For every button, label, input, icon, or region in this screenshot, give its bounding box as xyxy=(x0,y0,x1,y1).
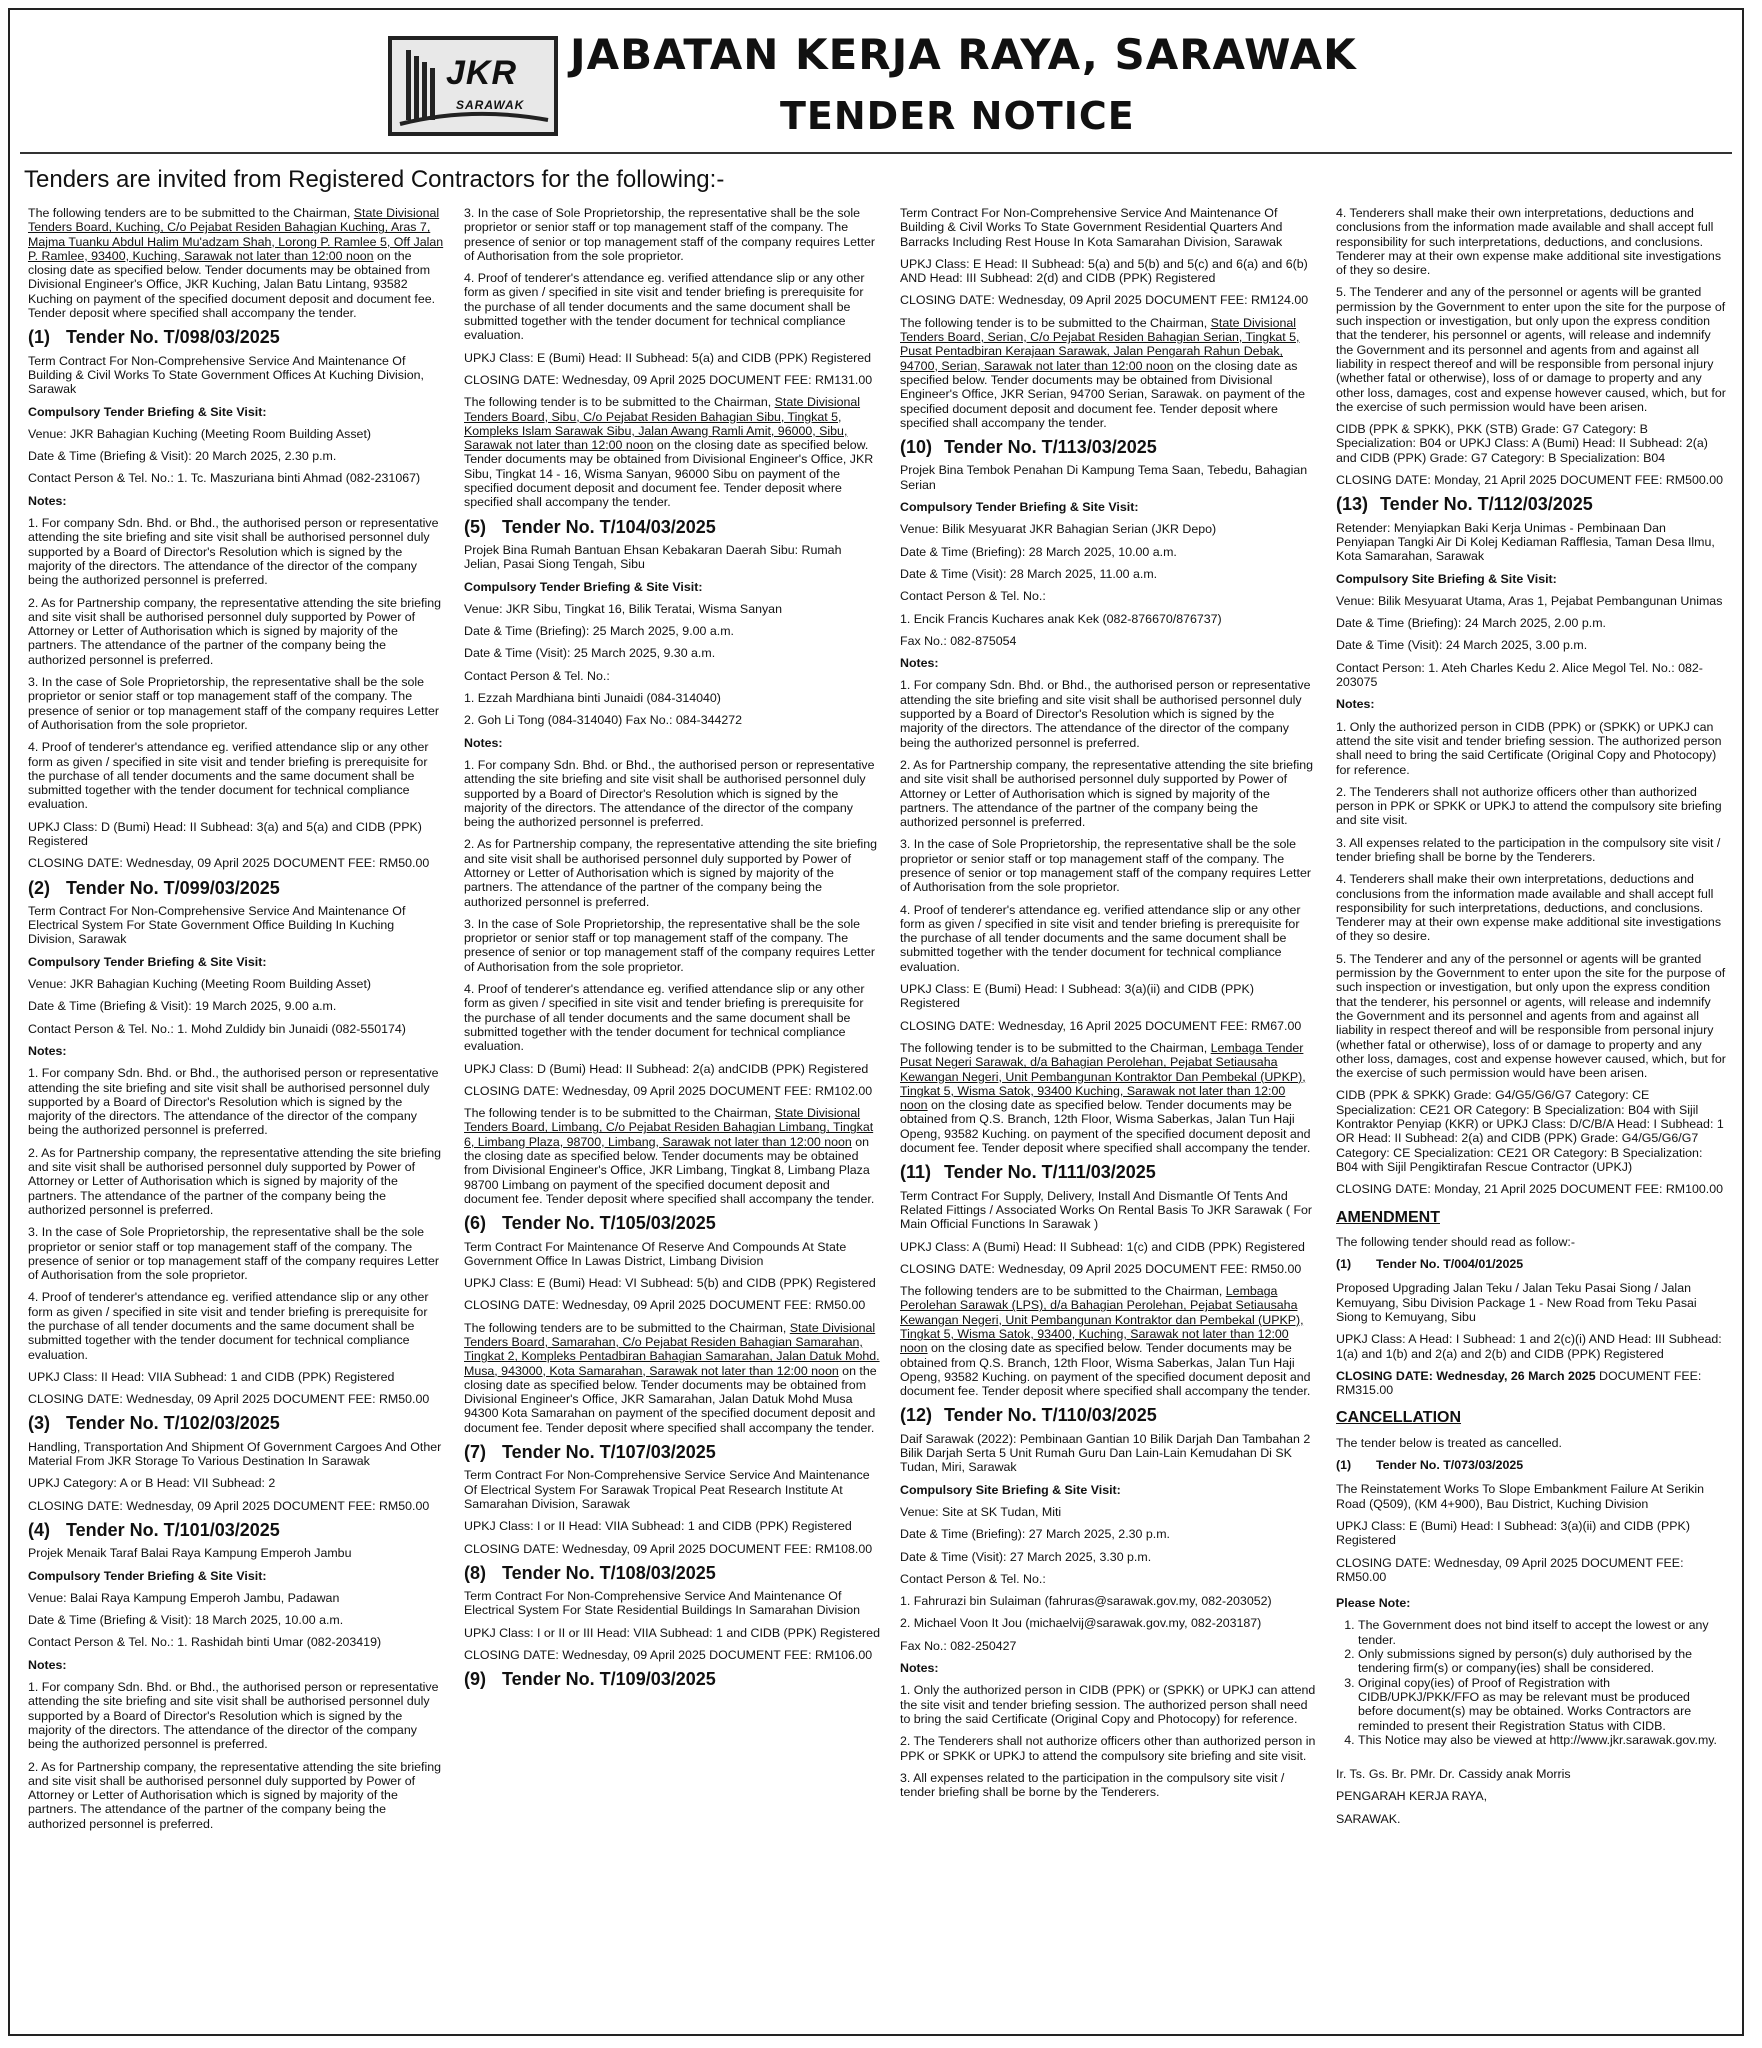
tender-heading: (9) Tender No. T/109/03/2025 xyxy=(464,1669,716,1690)
column-3: Term Contract For Non-Comprehensive Service And Maintenance Of Building & Civil Works To State Government Residential Quarters And Barracks Including Rest House In Kota Samarahan Division, Sarawak UPKJ Class: E Head: II Subhead: 5(a) and 5(b) and 5(c) and 6(a) and 6(b) AND Head: III Subhead: 2(d) and CIDB (PPK) Registered CLOSING DATE: Wednesday, 09 April 2025 DOCUMENT FEE: RM124.00 The following tender is to be submitted to the Chairman, State Divisional Tenders Board, Serian, C/o Pejabat Residen Bahagian Serian, Tingkat 5, Pusat Pentadbiran Kerajaan Sarawak, Jalan Pengarah Rahun Debak, 94700, Serian, Sarawak not later than 12:00 noon on the closing date as specified below. Tender documents may be obtained from Divisional Engineer's Office, JKR Serian, 94700 Serian, Sarawak. on payment of the specified document deposit and document fee. Tender deposit where specified shall accompany the tender. (10) Tender No. T/113/03/2025 Projek Bina Tembok Penahan Di Kampung Tema Saan, Tebedu, Bahagian Serian Compulsory Tender Briefing & Site Visit: Venue: Bilik Mesyuarat JKR Bahagian Serian (JKR Depo) Date & Time (Briefing): 28 March 2025, 10.00 a.m. Date & Time (Visit): 28 March 2025, 11.00 a.m. Contact Person & Tel. No.: 1. Encik Francis Kuchares anak Kek (082-876670/876737) Fax No.: 082-875054 Notes: 1. For company Sdn. Bhd. or Bhd., the authorised person or representative attending the site briefing and site visit shall be authorised personnel duly supported by a Board of Director's Resolution which is signed by the majority of the directors. The attendance of the director of the company being the authorized personnel is preferred. 2. As for Partnership company, the representative attending the site briefing and site visit shall be authorised personnel duly supported by Power of Attorney or Letter of Authorisation which is signed by majority of the partners. The attendance of the partner of the company being the authorized personnel is preferred. 3. In the case of Sole Proprietorship, the representative shall be the sole proprietor or senior staff or top management staff of the company. The presence of senior or top management staff of the company requires Letter of Authorisation from the sole proprietor. 4. Proof of tenderer's attendance eg. verified attendance slip or any other form as given / specified in site visit and tender briefing is prerequisite for the purchase of all tender documents and the same document shall be submitted together with the tender document for technical compliance evaluation. UPKJ Class: E (Bumi) Head: I Subhead: 3(a)(ii) and CIDB (PPK) Registered CLOSING DATE: Wednesday, 16 April 2025 DOCUMENT FEE: RM67.00 The following tender is to be submitted to the Chairman, Lembaga Tender Pusat Negeri Sarawak, d/a Bahagian Perolehan, Pejabat Setiausaha Kewangan Negeri, Unit Pembangunan Kontraktor Dan Pembekal (UPKP), Tingkat 5, Wisma Satok, 93400 Kuching, Sarawak not later than 12:00 noon on the closing date as specified below. Tender documents may be obtained from Q.S. Branch, 12th Floor, Wisma Saberkas, Jalan Tun Haji Openg, 93582 Kuching. on payment of the specified document deposit and document fee. Tender deposit where specified shall accompany the tender. (11) Tender No. T/111/03/2025 Term Contract For Supply, Delivery, Install And Dismantle Of Tents And Related Fittings / Associated Works On Rental Basis To JKR Sarawak ( For Main Official Functions In Sarawak ) UPKJ Class: A (Bumi) Head: II Subhead: 1(c) and CIDB (PPK) Registered CLOSING DATE: Wednesday, 09 April 2025 DOCUMENT FEE: RM50.00 The following tenders are to be submitted to the Chairman, Lembaga Perolehan Sarawak (LPS), d/a Bahagian Perolehan, Pejabat Setiausaha Kewangan Negeri, Unit Pembangunan Kontraktor dan Pembekal (UPKP), Tingkat 5, Wisma Satok, 93400, Kuching, Sarawak not later than 12:00 noon on the closing date as specified below. Tender documents may be obtained from Q.S. Branch, 12th Floor, Wisma Saberkas, Jalan Tun Haji Openg, 93582 Kuching. on payment of the specified document deposit and document fee. Tender deposit where specified shall accompany the tender. (12) Tender No. T/110/03/2025 Daif Sarawak (2022): Pembinaan Gantian 10 Bilik Darjah Dan Tambahan 2 Bilik Darjah Serta 5 Unit Rumah Guru Dan Lain-Lain Kemudahan Di SK Tudan, Miri, Sarawak Compulsory Site Briefing & Site Visit: Venue: Site at SK Tudan, Miti Date & Time (Briefing): 27 March 2025, 2.30 p.m. Date & Time (Visit): 27 March 2025, 3.30 p.m. Contact Person & Tel. No.: 1. Fahrurazi bin Sulaiman (fahruras@sarawak.gov.my, 082-203052) 2. Michael Voon It Jou (michaelvij@sarawak.gov.my, 082-203187) Fax No.: 082-250427 Notes: 1. Only the authorized person in CIDB (PPK) or (SPKK) or UPKJ can attend the site visit and tender briefing session. The authorized person shall need to bring the said Certificate (Original Copy and Photocopy) for reference. 2. The Tenderers shall not authorize officers other than authorized person in PPK or SPKK or UPKJ to attend the compulsory site briefing and site visit. 3. All expenses related to the participation in the compulsory site visit / tender briefing shall be borne by the Tenderers. xyxy=(900,206,1316,1800)
tender-heading: (12) Tender No. T/110/03/2025 xyxy=(900,1405,1157,1426)
column-2: 3. In the case of Sole Proprietorship, the representative shall be the sole proprietor or senior staff or top management staff of the company. The presence of senior or top management staff of the company requires Letter of Authorisation from the sole proprietor. 4. Proof of tenderer's attendance eg. verified attendance slip or any other form as given / specified in site visit and tender briefing is prerequisite for the purchase of all tender documents and the same document shall be submitted together with the tender document for technical compliance evaluation. UPKJ Class: E (Bumi) Head: II Subhead: 5(a) and CIDB (PPK) Registered CLOSING DATE: Wednesday, 09 April 2025 DOCUMENT FEE: RM131.00 The following tender is to be submitted to the Chairman, State Divisional Tenders Board, Sibu, C/o Pejabat Residen Bahagian Sibu, Tingkat 5, Kompleks Islam Sarawak Sibu, Jalan Awang Ramli Amit, 96000, Sibu, Sarawak not later than 12:00 noon on the closing date as specified below. Tender documents may be obtained from Divisional Engineer's Office, JKR Sibu, Tingkat 14 - 16, Wisma Sanyan, 96000 Sibu on payment of the specified document deposit and document fee. Tender deposit where specified shall accompany the tender. (5) Tender No. T/104/03/2025 Projek Bina Rumah Bantuan Ehsan Kebakaran Daerah Sibu: Rumah Jelian, Pasai Siong Tengah, Sibu Compulsory Tender Briefing & Site Visit: Venue: JKR Sibu, Tingkat 16, Bilik Teratai, Wisma Sanyan Date & Time (Briefing): 25 March 2025, 9.00 a.m. Date & Time (Visit): 25 March 2025, 9.30 a.m. Contact Person & Tel. No.: 1. Ezzah Mardhiana binti Junaidi (084-314040) 2. Goh Li Tong (084-314040) Fax No.: 084-344272 Notes: 1. For company Sdn. Bhd. or Bhd., the authorised person or representative attending the site briefing and site visit shall be authorised personnel duly supported by a Board of Director's Resolution which is signed by the majority of the directors. The attendance of the director of the company being the authorized personnel is preferred. 2. As for Partnership company, the representative attending the site briefing and site visit shall be authorised personnel duly supported by Power of Attorney or Letter of Authorisation which is signed by majority of the partners. The attendance of the partner of the company being the authorized personnel is preferred. 3. In the case of Sole Proprietorship, the representative shall be the sole proprietor or senior staff or top management staff of the company. The presence of senior or top management staff of the company requires Letter of Authorisation from the sole proprietor. 4. Proof of tenderer's attendance eg. verified attendance slip or any other form as given / specified in site visit and tender briefing is prerequisite for the purchase of all tender documents and the same document shall be submitted together with the tender document for technical compliance evaluation. UPKJ Class: D (Bumi) Head: II Subhead: 2(a) andCIDB (PPK) Registered CLOSING DATE: Wednesday, 09 April 2025 DOCUMENT FEE: RM102.00 The following tender is to be submitted to the Chairman, State Divisional Tenders Board, Limbang, C/o Pejabat Residen Bahagian Limbang, Tingkat 6, Limbang Plaza, 98700, Limbang, Sarawak not later than 12:00 noon on the closing date as specified below. Tender documents may be obtained from Divisional Engineer's Office, JKR Limbang, Tingkat 8, Limbang Plaza 98700 Limbang on payment of the specified document deposit and document fee. Tender deposit where specified shall accompany the tender. (6) Tender No. T/105/03/2025 Term Contract For Maintenance Of Reserve And Compounds At State Government Office In Lawas District, Limbang Division UPKJ Class: E (Bumi) Head: VI Subhead: 5(b) and CIDB (PPK) Registered CLOSING DATE: Wednesday, 09 April 2025 DOCUMENT FEE: RM50.00 The following tenders are to be submitted to the Chairman, State Divisional Tenders Board, Samarahan, C/o Pejabat Residen Bahagian Samarahan, Tingkat 2, Kompleks Pentadbiran Bahagian Samarahan, Jalan Datuk Mohd. Musa, 943000, Kota Samarahan, Sarawak not later than 12:00 noon on the closing date as specified below. Tender documents may be obtained from Divisional Engineer's Office, JKR Samarahan, Jalan Datuk Mohd Musa 94300 Kota Samarahan on payment of the specified document deposit and document fee. Tender deposit where specified shall accompany the tender. (7) Tender No. T/107/03/2025 Term Contract For Non-Comprehensive Service Service And Maintenance Of Electrical System For Sarawak Tropical Peat Research Institute At Samarahan Division, Sarawak UPKJ Class: I or II Head: VIIA Subhead: 1 and CIDB (PPK) Registered CLOSING DATE: Wednesday, 09 April 2025 DOCUMENT FEE: RM108.00 (8) Tender No. T/108/03/2025 Term Contract For Non-Comprehensive Service And Maintenance Of Electrical System For State Residential Buildings In Samarahan Division UPKJ Class: I or II or III Head: VIIA Subhead: 1 and CIDB (PPK) Registered CLOSING DATE: Wednesday, 09 April 2025 DOCUMENT FEE: RM106.00 (9) Tender No. T/109/03/2025 xyxy=(464,206,880,1690)
header-divider xyxy=(20,152,1732,154)
tender-description: Handling, Transportation And Shipment Of Government Cargoes And Other Material From JKR Storage To Various Destination In Sarawak xyxy=(28,1439,442,1469)
jkr-logo xyxy=(388,36,558,136)
tender-heading: (7) Tender No. T/107/03/2025 xyxy=(464,1442,716,1463)
tender-description: Term Contract For Non-Comprehensive Service And Maintenance Of Electrical System For State Government Office Building In Kuching Division, Sarawak xyxy=(28,903,406,947)
signature-block: Ir. Ts. Gs. Br. PMr. Dr. Cassidy anak Morris PENGARAH KERJA RAYA, SARAWAK. xyxy=(1336,1767,1571,1826)
please-note-heading: Please Note: xyxy=(1336,1596,1411,1611)
submission-lembaga-perolehan: The following tenders are to be submitted to the Chairman, Lembaga Perolehan Sarawak (LPS), d/a Bahagian Perolehan, Pejabat Setiausaha Kewangan Negeri, Unit Pembangunan Kontraktor dan Pembekal (UPKP), Tingkat 5, Wisma Satok, 93400, Kuching, Sarawak not later than 12:00 noon on the closing date as specified below. Tender documents may be obtained from Q.S. Branch, 12th Floor, Wisma Saberkas, Jalan Tun Haji Openg, 93582 Kuching. on payment of the specified document deposit and document fee. Tender deposit where specified shall accompany the tender. xyxy=(900,1284,1311,1399)
tender-description: Projek Bina Rumah Bantuan Ehsan Kebakaran Daerah Sibu: Rumah Jelian, Pasai Siong Tengah, Sibu xyxy=(464,542,842,572)
columns xyxy=(20,206,1732,2028)
amendment-heading: AMENDMENT xyxy=(1336,1208,1440,1226)
tender-heading: (6) Tender No. T/105/03/2025 xyxy=(464,1213,716,1234)
tender-heading: (3) Tender No. T/102/03/2025 xyxy=(28,1413,280,1434)
tender-description: Term Contract For Non-Comprehensive Service And Maintenance Of Building & Civil Works To State Government Offices At Kuching Division, Sarawak xyxy=(28,353,424,397)
tender-heading: (8) Tender No. T/108/03/2025 xyxy=(464,1562,716,1583)
logo-text: JKR xyxy=(446,54,518,92)
tender-heading: (11) Tender No. T/111/03/2025 xyxy=(900,1162,1156,1183)
intro-line: Tenders are invited from Registered Contractors for the following:- xyxy=(24,166,725,193)
submission-kuching: The following tenders are to be submitted to the Chairman, State Divisional Tenders Board, Kuching, C/o Pejabat Residen Bahagian Kuching, Aras 7, Majma Tuanku Abdul Halim Mu'adzam Shah, Lorong P. Ramlee 5, Off Jalan P. Ramlee, 93400, Kuching, Sarawak not later than 12:00 noon on the closing date as specified below. Tender documents may be obtained from Divisional Engineer's Office, JKR Kuching, Jalan Batu Lintang, 93582 Kuching on payment of the specified document deposit and document fee. Tender deposit where specified shall accompany the tender. xyxy=(28,206,444,321)
cancellation-heading: CANCELLATION xyxy=(1336,1409,1462,1427)
header xyxy=(10,10,1742,160)
list-item: 4. This Notice may also be viewed at http://www.jkr.sarawak.gov.my. xyxy=(1358,1733,1726,1747)
submission-lembaga-tender: The following tender is to be submitted to the Chairman, Lembaga Tender Pusat Negeri Sarawak, d/a Bahagian Perolehan, Pejabat Setiausaha Kewangan Negeri, Unit Pembangunan Kontraktor Dan Pembekal (UPKP), Tingkat 5, Wisma Satok, 93400 Kuching, Sarawak not later than 12:00 noon on the closing date as specified below. Tender documents may be obtained from Q.S. Branch, 12th Floor, Wisma Saberkas, Jalan Tun Haji Openg, 93582 Kuching. on payment of the specified document deposit and document fee. Tender deposit where specified shall accompany the tender. xyxy=(900,1040,1311,1156)
tender-description: Term Contract For Maintenance Of Reserve And Compounds At State Government Office In Lawas District, Limbang Division xyxy=(464,1239,847,1268)
tender-description: Term Contract For Supply, Delivery, Install And Dismantle Of Tents And Related Fittings / Associated Works On Rental Basis To JKR Sarawak ( For Main Official Functions In Sarawak ) xyxy=(900,1188,1313,1232)
column-1: The following tenders are to be submitted to the Chairman, State Divisional Tenders Board, Kuching, C/o Pejabat Residen Bahagian Kuching, Aras 7, Majma Tuanku Abdul Halim Mu'adzam Shah, Lorong P. Ramlee 5, Off Jalan P. Ramlee, 93400, Kuching, Sarawak not later than 12:00 noon on the closing date as specified below. Tender documents may be obtained from Divisional Engineer's Office, JKR Kuching, Jalan Batu Lintang, 93582 Kuching on payment of the specified document deposit and document fee. Tender deposit where specified shall accompany the tender. (1) Tender No. T/098/03/2025 Term Contract For Non-Comprehensive Service And Maintenance Of Building & Civil Works To State Government Offices At Kuching Division, Sarawak Compulsory Tender Briefing & Site Visit: Venue: JKR Bahagian Kuching (Meeting Room Building Asset) Date & Time (Briefing & Visit): 20 March 2025, 2.30 p.m. Contact Person & Tel. No.: 1. Tc. Maszuriana binti Ahmad (082-231067) Notes: 1. For company Sdn. Bhd. or Bhd., the authorised person or representative attending the site briefing and site visit shall be authorised personnel duly supported by a Board of Director's Resolution which is signed by the majority of the directors. The attendance of the director of the company being the authorized personnel is preferred. 2. As for Partnership company, the representative attending the site briefing and site visit shall be authorised personnel duly supported by Power of Attorney or Letter of Authorisation which is signed by majority of the partners. The attendance of the partner of the company being the authorized personnel is preferred. 3. In the case of Sole Proprietorship, the representative shall be the sole proprietor or senior staff or top management staff of the company. The presence of senior or top management staff of the company requires Letter of Authorisation from the sole proprietor. 4. Proof of tenderer's attendance eg. verified attendance slip or any other form as given / specified in site visit and tender briefing is prerequisite for the purchase of all tender documents and the same document shall be submitted together with the tender document for technical compliance evaluation. UPKJ Class: D (Bumi) Head: II Subhead: 3(a) and 5(a) and CIDB (PPK) Registered CLOSING DATE: Wednesday, 09 April 2025 DOCUMENT FEE: RM50.00 (2) Tender No. T/099/03/2025 Term Contract For Non-Comprehensive Service And Maintenance Of Electrical System For State Government Office Building In Kuching Division, Sarawak Compulsory Tender Briefing & Site Visit: Venue: JKR Bahagian Kuching (Meeting Room Building Asset) Date & Time (Briefing & Visit): 19 March 2025, 9.00 a.m. Contact Person & Tel. No.: 1. Mohd Zuldidy bin Junaidi (082-550174) Notes: 1. For company Sdn. Bhd. or Bhd., the authorised person or representative attending the site briefing and site visit shall be authorised personnel duly supported by a Board of Director's Resolution which is signed by the majority of the directors. The attendance of the director of the company being the authorized personnel is preferred. 2. As for Partnership company, the representative attending the site briefing and site visit shall be authorised personnel duly supported by Power of Attorney or Letter of Authorisation which is signed by majority of the partners. The attendance of the partner of the company being the authorized personnel is preferred. 3. In the case of Sole Proprietorship, the representative shall be the sole proprietor or senior staff or top management staff of the company. The presence of senior or top management staff of the company requires Letter of Authorisation from the sole proprietor. 4. Proof of tenderer's attendance eg. verified attendance slip or any other form as given / specified in site visit and tender briefing is prerequisite for the purchase of all tender documents and the same document shall be submitted together with the tender document for technical compliance evaluation. UPKJ Class: II Head: VIIA Subhead: 1 and CIDB (PPK) Registered CLOSING DATE: Wednesday, 09 April 2025 DOCUMENT FEE: RM50.00 (3) Tender No. T/102/03/2025 Handling, Transportation And Shipment Of Government Cargoes And Other Material From JKR Storage To Various Destination In Sarawak UPKJ Category: A or B Head: VII Subhead: 2 CLOSING DATE: Wednesday, 09 April 2025 DOCUMENT FEE: RM50.00 (4) Tender No. T/101/03/2025 Projek Menaik Taraf Balai Raya Kampung Emperoh Jambu Compulsory Tender Briefing & Site Visit: Venue: Balai Raya Kampung Emperoh Jambu, Padawan Date & Time (Briefing & Visit): 18 March 2025, 10.00 a.m. Contact Person & Tel. No.: 1. Rashidah binti Umar (082-203419) Notes: 1. For company Sdn. Bhd. or Bhd., the authorised person or representative attending the site briefing and site visit shall be authorised personnel duly supported by a Board of Director's Resolution which is signed by the majority of the directors. The attendance of the director of the company being the authorized personnel is preferred. 2. As for Partnership company, the representative attending the site briefing and site visit shall be authorised personnel duly supported by Power of Attorney or Letter of Authorisation which is signed by majority of the partners. The attendance of the partner of the company being the authorized personnel is preferred. xyxy=(28,206,444,1831)
tender-description: Term Contract For Non-Comprehensive Service And Maintenance Of Building & Civil Works To State Government Residential Quarters And Barracks Including Rest House In Kota Samarahan Division, Sarawak xyxy=(900,206,1283,249)
logo-subtext: SARAWAK xyxy=(456,98,525,112)
tender-heading: (13) Tender No. T/112/03/2025 xyxy=(1336,494,1593,515)
tender-description: Projek Bina Tembok Penahan Di Kampung Tema Saan, Tebedu, Bahagian Serian xyxy=(900,463,1308,492)
cancelled-tender-heading: (1) Tender No. T/073/03/2025 xyxy=(1336,1458,1524,1473)
submission-sibu: The following tender is to be submitted to the Chairman, State Divisional Tenders Board, Sibu, C/o Pejabat Residen Bahagian Sibu, Tingkat 5, Kompleks Islam Sarawak Sibu, Jalan Awang Ramli Amit, 96000, Sibu, Sarawak not later than 12:00 noon on the closing date as specified below. Tender documents may be obtained from Divisional Engineer's Office, JKR Sibu, Tingkat 14 - 16, Wisma Sanyan, 96000 Sibu on payment of the specified document deposit and document fee. Tender deposit where specified shall accompany the tender. xyxy=(464,395,874,510)
list-item: 3. Original copy(ies) of Proof of Registration with CIDB/UPKJ/PKK/FFO as may be relevant must be produced before document(s) may be obtained. Works Contractors are reminded to present their Registration Status with CIDB. xyxy=(1358,1676,1726,1733)
briefing-heading: Compulsory Tender Briefing & Site Visit: xyxy=(28,404,267,419)
tender-description: Daif Sarawak (2022): Pembinaan Gantian 10 Bilik Darjah Dan Tambahan 2 Bilik Darjah Serta 5 Unit Rumah Guru Dan Lain-Lain Kemudahan Di SK Tudan, Miri, Sarawak xyxy=(900,1431,1311,1475)
column-4: 4. Tenderers shall make their own interpretations, deductions and conclusions from the information made available and shall accept full responsibility for such interpretations, deductions, and conclusions. Tenderer may at their own expense make additional site investigations of they so desire. 5. The Tenderer and any of the personnel or agents will be granted permission by the Government to enter upon the site for the purpose of such inspection or investigation, but only upon the express condition that the tenderer, his personnel or agents, will release and indemnify the Government and its personnel and agents from and against all liability in respect thereof and will be responsible from personal injury (whether fatal or otherwise), loss of or damage to property and any other loss, damages, cost and expense however caused, which, but for the exercise of such permission would have been arisen. CIDB (PPK & SPKK), PKK (STB) Grade: G7 Category: B Specialization: B04 or UPKJ Class: A (Bumi) Head: II Subhead: 2(a) and CIDB (PPK) Grade: G7 Category: B Specialization: B04 CLOSING DATE: Monday, 21 April 2025 DOCUMENT FEE: RM500.00 (13) Tender No. T/112/03/2025 Retender: Menyiapkan Baki Kerja Unimas - Pembinaan Dan Penyiapan Tangki Air Di Kolej Kediaman Rafflesia, Taman Desa Ilmu, Kota Samarahan, Sarawak Compulsory Site Briefing & Site Visit: Venue: Bilik Mesyuarat Utama, Aras 1, Pejabat Pembangunan Unimas Date & Time (Briefing): 24 March 2025, 2.00 p.m. Date & Time (Visit): 24 March 2025, 3.00 p.m. Contact Person: 1. Ateh Charles Kedu 2. Alice Megol Tel. No.: 082-203075 Notes: 1. Only the authorized person in CIDB (PPK) or (SPKK) or UPKJ can attend the site visit and tender briefing session. The authorized person shall need to bring the said Certificate (Original Copy and Photocopy) for reference. 2. The Tenderers shall not authorize officers other than authorized person in PPK or SPKK or UPKJ to attend the compulsory site briefing and site visit. 3. All expenses related to the participation in the compulsory site visit / tender briefing shall be borne by the Tenderers. 4. Tenderers shall make their own interpretations, deductions and conclusions from the information made available and shall accept full responsibility for such interpretations, deductions, and conclusions. Tenderer may at their own expense make additional site investigations of they so desire. 5. The Tenderer and any of the personnel or agents will be granted permission by the Government to enter upon the site for the purpose of such inspection or investigation, but only upon the express condition that the tenderer, his personnel or agents, will release and indemnify the Government and its personnel and agents from and against all liability in respect thereof and will be responsible from personal injury (whether fatal or otherwise), loss of or damage to property and any other loss, damages, cost and expense however caused, which, but for the exercise of such permission would have been arisen. CIDB (PPK & SPKK) Grade: G4/G5/G6/G7 Category: CE Specialization: CE21 OR Category: B Specialization: B04 with Sijil Kontraktor Penyiap (KKR) or UPKJ Class: D/C/B/A Head: I Subhead: 1 OR Head: II Subhead: 2(a) and CIDB (PPK) Grade: G4/G5/G6/G7 Category: CE Specialization: CE21 OR Category: B Specialization: B04 with Sijil Pengiktirafan Rescue Contractor (UPKJ) CLOSING DATE: Monday, 21 April 2025 DOCUMENT FEE: RM100.00 AMENDMENT The following tender should read as follow:- (1) Tender No. T/004/01/2025 Proposed Upgrading Jalan Teku / Jalan Teku Pasai Siong / Jalan Kemuyang, Sibu Division Package 1 - New Road from Teku Pasai Siong to Kemuyang, Sibu UPKJ Class: A Head: I Subhead: 1 and 2(c)(i) AND Head: III Subhead: 1(a) and 1(b) and 2(a) and 2(b) and CIDB (PPK) Registered CLOSING DATE: Wednesday, 26 March 2025 DOCUMENT FEE: RM315.00 CANCELLATION The tender below is treated as cancelled. (1) Tender No. T/073/03/2025 The Reinstatement Works To Slope Embankment Failure At Serikin Road (Q509), (KM 4+900), Bau District, Kuching Division UPKJ Class: E (Bumi) Head: I Subhead: 3(a)(ii) and CIDB (PPK) Registered CLOSING DATE: Wednesday, 09 April 2025 DOCUMENT FEE: RM50.00 Please Note: 1. The Government does not bind itself to accept the lowest or any tender. 2. Only submissions signed by person(s) duly authorised by the tendering firm(s) or company(ies) shall be considered. 3. Original copy(ies) of Proof of Registration with CIDB/UPKJ/PKK/FFO as may be relevant must be produced before document(s) may be obtained. Works Contractors are reminded to present their Registration Status with CIDB. 4. This Notice may also be viewed at http://www.jkr.sarawak.gov.my. Ir. Ts. Gs. Br. PMr. Dr. Cassidy anak Morris PENGARAH KERJA RAYA, SARAWAK. xyxy=(1336,206,1726,2028)
tender-heading: (10) Tender No. T/113/03/2025 xyxy=(900,437,1157,458)
tender-heading: (1) Tender No. T/098/03/2025 xyxy=(28,327,280,348)
page-title: JABATAN KERJA RAYA, SARAWAK xyxy=(570,30,1357,79)
tender-description: Retender: Menyiapkan Baki Kerja Unimas - Pembinaan Dan Penyiapan Tangki Air Di Kolej Kediaman Rafflesia, Taman Desa Ilmu, Kota Samarahan, Sarawak xyxy=(1336,520,1715,564)
notice-frame xyxy=(8,8,1744,2036)
tender-description: Term Contract For Non-Comprehensive Service And Maintenance Of Electrical System For State Residential Buildings In Samarahan Division xyxy=(464,1589,860,1618)
list-item: 1. The Government does not bind itself to accept the lowest or any tender. xyxy=(1358,1618,1726,1647)
submission-serian: The following tender is to be submitted to the Chairman, State Divisional Tenders Board, Serian, C/o Pejabat Residen Bahagian Serian, Tingkat 5, Pusat Pentadbiran Kerajaan Sarawak, Jalan Pengarah Rahun Debak, 94700, Serian, Sarawak not later than 12:00 noon on the closing date as specified below. Tender documents may be obtained from Divisional Engineer's Office, JKR Serian, 94700 Serian, Sarawak. on payment of the specified document deposit and document fee. Tender deposit where specified shall accompany the tender. xyxy=(900,315,1306,430)
submission-limbang: The following tender is to be submitted to the Chairman, State Divisional Tenders Board, Limbang, C/o Pejabat Residen Bahagian Limbang, Tingkat 6, Limbang Plaza, 98700, Limbang, Sarawak not later than 12:00 noon on the closing date as specified below. Tender documents may be obtained from Divisional Engineer's Office, JKR Limbang, Tingkat 8, Limbang Plaza 98700 Limbang on payment of the specified document deposit and document fee. Tender deposit where specified shall accompany the tender. xyxy=(464,1106,875,1206)
submission-samarahan: The following tenders are to be submitted to the Chairman, State Divisional Tenders Board, Samarahan, C/o Pejabat Residen Bahagian Samarahan, Tingkat 2, Kompleks Pentadbiran Bahagian Samarahan, Jalan Datuk Mohd. Musa, 943000, Kota Samarahan, Sarawak not later than 12:00 noon on the closing date as specified below. Tender documents may be obtained from Divisional Engineer's Office, JKR Samarahan, Jalan Datuk Mohd Musa 94300 Kota Samarahan on payment of the specified document deposit and document fee. Tender deposit where specified shall accompany the tender. xyxy=(464,1320,880,1435)
amendment-tender-heading: (1) Tender No. T/004/01/2025 xyxy=(1336,1257,1524,1272)
tender-description: Term Contract For Non-Comprehensive Service Service And Maintenance Of Electrical System For Sarawak Tropical Peat Research Institute At Samarahan Division, Sarawak xyxy=(464,1468,870,1511)
tender-heading: (4) Tender No. T/101/03/2025 xyxy=(28,1519,280,1540)
list-item: 2. Only submissions signed by person(s) duly authorised by the tendering firm(s) or company(ies) shall be considered. xyxy=(1358,1647,1726,1676)
please-note-list xyxy=(1336,1618,1726,1747)
tender-heading: (2) Tender No. T/099/03/2025 xyxy=(28,877,280,898)
tender-description: Projek Menaik Taraf Balai Raya Kampung Emperoh Jambu xyxy=(28,1546,352,1561)
page-subtitle: TENDER NOTICE xyxy=(780,94,1135,138)
tender-heading: (5) Tender No. T/104/03/2025 xyxy=(464,516,716,537)
